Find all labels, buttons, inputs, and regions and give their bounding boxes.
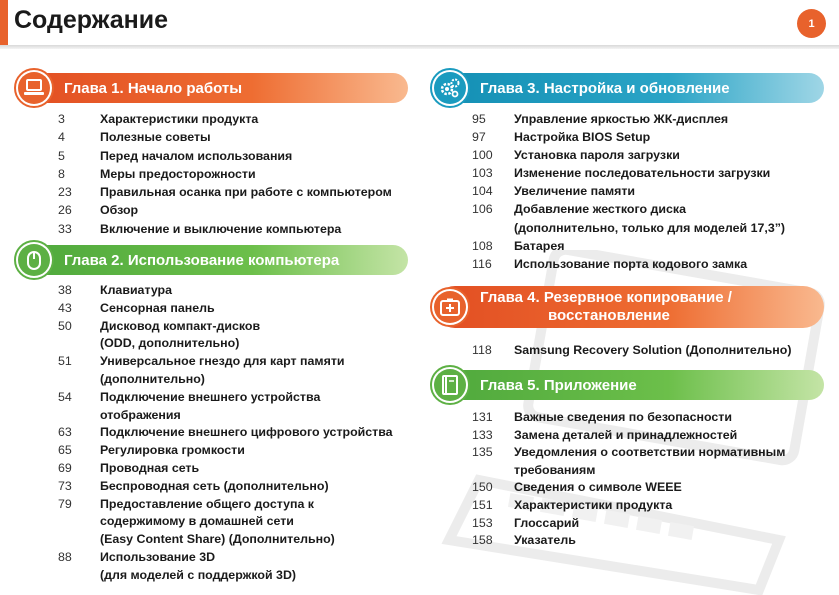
toc-entry[interactable] [58, 318, 393, 354]
toc-page-number: 51 [58, 354, 72, 369]
chapter-4-list [472, 341, 791, 359]
chapter-2-list [58, 282, 393, 585]
toc-entry[interactable] [58, 220, 392, 238]
chapter-1-title: Глава 1. Начало работы [64, 79, 243, 97]
toc-page-number: 79 [58, 496, 72, 511]
toc-entry[interactable] [58, 165, 392, 183]
toc-entry-title: Увеличение памяти [514, 184, 636, 199]
toc-entry[interactable] [472, 532, 785, 550]
toc-entry[interactable] [58, 460, 393, 478]
gears-icon [430, 68, 470, 108]
toc-entry-title: Подключение внешнего цифрового устройства [100, 425, 393, 440]
toc-entry[interactable] [472, 497, 785, 515]
toc-entry[interactable] [472, 200, 785, 236]
toc-entry-title: Глоссарий [514, 515, 580, 530]
toc-page-number: 151 [472, 497, 493, 512]
toc-entry-title: Клавиатура [100, 283, 173, 297]
toc-entry-title: Использование 3D (для моделей с поддержкой 3D) [100, 549, 297, 582]
toc-entry[interactable] [58, 389, 393, 425]
toc-entry-title: Включение и выключение компьютера [100, 221, 342, 236]
toc-page-number: 54 [58, 389, 72, 404]
toc-entry[interactable] [472, 237, 785, 255]
chapter-5-header[interactable] [434, 370, 824, 400]
header-divider [0, 45, 839, 49]
toc-entry[interactable] [472, 341, 791, 359]
toc-entry-title: Важные сведения по безопасности [514, 410, 732, 424]
toc-page-number: 63 [58, 425, 72, 440]
toc-entry[interactable] [58, 478, 393, 496]
toc-entry[interactable] [58, 147, 392, 165]
chapter-4-header[interactable] [434, 286, 824, 328]
toc-entry-title: Изменение последовательности загрузки [514, 166, 771, 181]
toc-entry-title: Беспроводная сеть (дополнительно) [100, 478, 329, 493]
toc-entry[interactable] [58, 128, 392, 146]
header-accent-bar [0, 0, 8, 46]
toc-entry-title: Настройка BIOS Setup [514, 130, 651, 145]
toc-entry[interactable] [58, 110, 392, 128]
toc-entry[interactable] [472, 515, 785, 533]
toc-page-number: 104 [472, 184, 493, 199]
toc-page-number: 88 [58, 549, 72, 564]
toc-entry[interactable] [472, 255, 785, 273]
page-title: Содержание [14, 6, 169, 34]
toc-entry-title: Сведения о символе WEEE [514, 480, 682, 495]
toc-entry[interactable] [58, 353, 393, 389]
toc-entry-title: Использование порта кодового замка [514, 256, 748, 271]
toc-entry[interactable] [58, 442, 393, 460]
toc-page-number: 5 [58, 148, 65, 163]
toc-entry-title: Батарея [514, 238, 565, 253]
laptop-icon [14, 68, 54, 108]
toc-entry[interactable] [58, 300, 393, 318]
toc-page-number: 65 [58, 443, 72, 458]
toc-entry-title: Сенсорная панель [100, 300, 215, 315]
toc-entry-title: Указатель [514, 533, 576, 548]
toc-entry-title: Управление яркостью ЖК-дисплея [514, 112, 729, 126]
toc-entry[interactable] [58, 282, 393, 300]
toc-page-number: 158 [472, 533, 493, 548]
toc-page-number: 108 [472, 238, 493, 253]
toc-page-number: 153 [472, 515, 493, 530]
toc-entry[interactable] [472, 110, 785, 128]
toc-entry-title: Характеристики продукта [514, 497, 673, 512]
book-icon [430, 365, 470, 405]
toc-entry[interactable] [472, 128, 785, 146]
toc-page-number: 118 [472, 343, 492, 357]
chapter-2-title: Глава 2. Использование компьютера [64, 251, 340, 269]
toc-entry[interactable] [58, 424, 393, 442]
toc-page-number: 116 [472, 256, 492, 271]
toc-entry-title: Samsung Recovery Solution (Дополнительно) [514, 343, 792, 357]
chapter-4-title-line2: восстановление [548, 307, 670, 324]
toc-entry-title: Предоставление общего доступа к содержимому в домашней сети (Easy Content Share) (Дополнительно) [100, 496, 335, 547]
toc-page-number: 150 [472, 480, 493, 495]
toc-page-number: 50 [58, 318, 72, 333]
toc-entry-title: Дисковод компакт-дисков (ODD, дополнительно) [100, 318, 261, 351]
toc-entry-title: Полезные советы [100, 130, 211, 145]
toc-entry[interactable] [472, 427, 785, 445]
chapter-3-header[interactable] [434, 73, 824, 103]
toc-entry[interactable] [58, 549, 393, 585]
toc-page-number: 43 [58, 300, 72, 315]
toc-page-number: 33 [58, 221, 72, 236]
toc-page-number: 23 [58, 185, 72, 200]
toc-page-number: 8 [58, 166, 65, 181]
toc-entry-title: Уведомления о соответствии нормативным требованиям [514, 445, 786, 477]
page-number-badge: 1 [797, 9, 826, 38]
toc-entry-title: Правильная осанка при работе с компьютером [100, 185, 392, 200]
toc-entry-title: Перед началом использования [100, 148, 293, 163]
toc-entry[interactable] [58, 496, 393, 549]
chapter-2-header[interactable] [18, 245, 408, 275]
toc-entry-title: Замена деталей и принадлежностей [514, 427, 738, 442]
toc-page-number: 26 [58, 203, 72, 218]
toc-page-number: 97 [472, 130, 486, 145]
chapter-1-list [58, 110, 392, 238]
toc-page-number: 106 [472, 202, 493, 217]
toc-page-number: 131 [472, 410, 493, 424]
toc-page-number: 4 [58, 130, 65, 145]
toc-entry-title: Характеристики продукта [100, 112, 259, 126]
toc-page-number: 73 [58, 478, 72, 493]
toc-entry[interactable] [58, 183, 392, 201]
toc-entry-title: Обзор [100, 203, 139, 218]
toc-entry[interactable] [58, 201, 392, 219]
chapter-5-list [472, 409, 785, 550]
chapter-3-list [472, 110, 785, 273]
toc-entry-title: Меры предосторожности [100, 166, 256, 181]
mouse-icon [14, 240, 54, 280]
toc-entry-title: Установка пароля загрузки [514, 148, 680, 163]
toc-entry[interactable] [472, 409, 785, 427]
toc-entry-title: Подключение внешнего устройства отображения [100, 389, 321, 422]
chapter-3-title: Глава 3. Настройка и обновление [480, 79, 730, 97]
toc-page-number: 69 [58, 460, 72, 475]
toc-page-number: 3 [58, 112, 65, 126]
toc-page-number: 38 [58, 283, 72, 297]
toc-page-number: 100 [472, 148, 493, 163]
toc-entry[interactable] [472, 479, 785, 497]
toc-entry[interactable] [472, 146, 785, 164]
toc-page-number: 133 [472, 427, 493, 442]
toc-entry-title: Универсальное гнездо для карт памяти (дополнительно) [100, 354, 345, 386]
chapter-1-header[interactable] [18, 73, 408, 103]
toc-entry[interactable] [472, 182, 785, 200]
toc-page-number: 135 [472, 445, 493, 460]
toc-page-number: 103 [472, 166, 493, 181]
chapter-4-title-line1: Глава 4. Резервное копирование / [480, 289, 732, 306]
toc-entry[interactable] [472, 444, 785, 479]
toc-entry[interactable] [472, 164, 785, 182]
toc-page-number: 95 [472, 112, 486, 126]
toc-entry-title: Добавление жесткого диска (дополнительно, только для моделей 17,3”) [514, 202, 786, 235]
first-aid-icon [430, 287, 470, 327]
chapter-5-title: Глава 5. Приложение [480, 376, 637, 394]
toc-entry-title: Проводная сеть [100, 460, 200, 475]
toc-entry-title: Регулировка громкости [100, 443, 245, 458]
